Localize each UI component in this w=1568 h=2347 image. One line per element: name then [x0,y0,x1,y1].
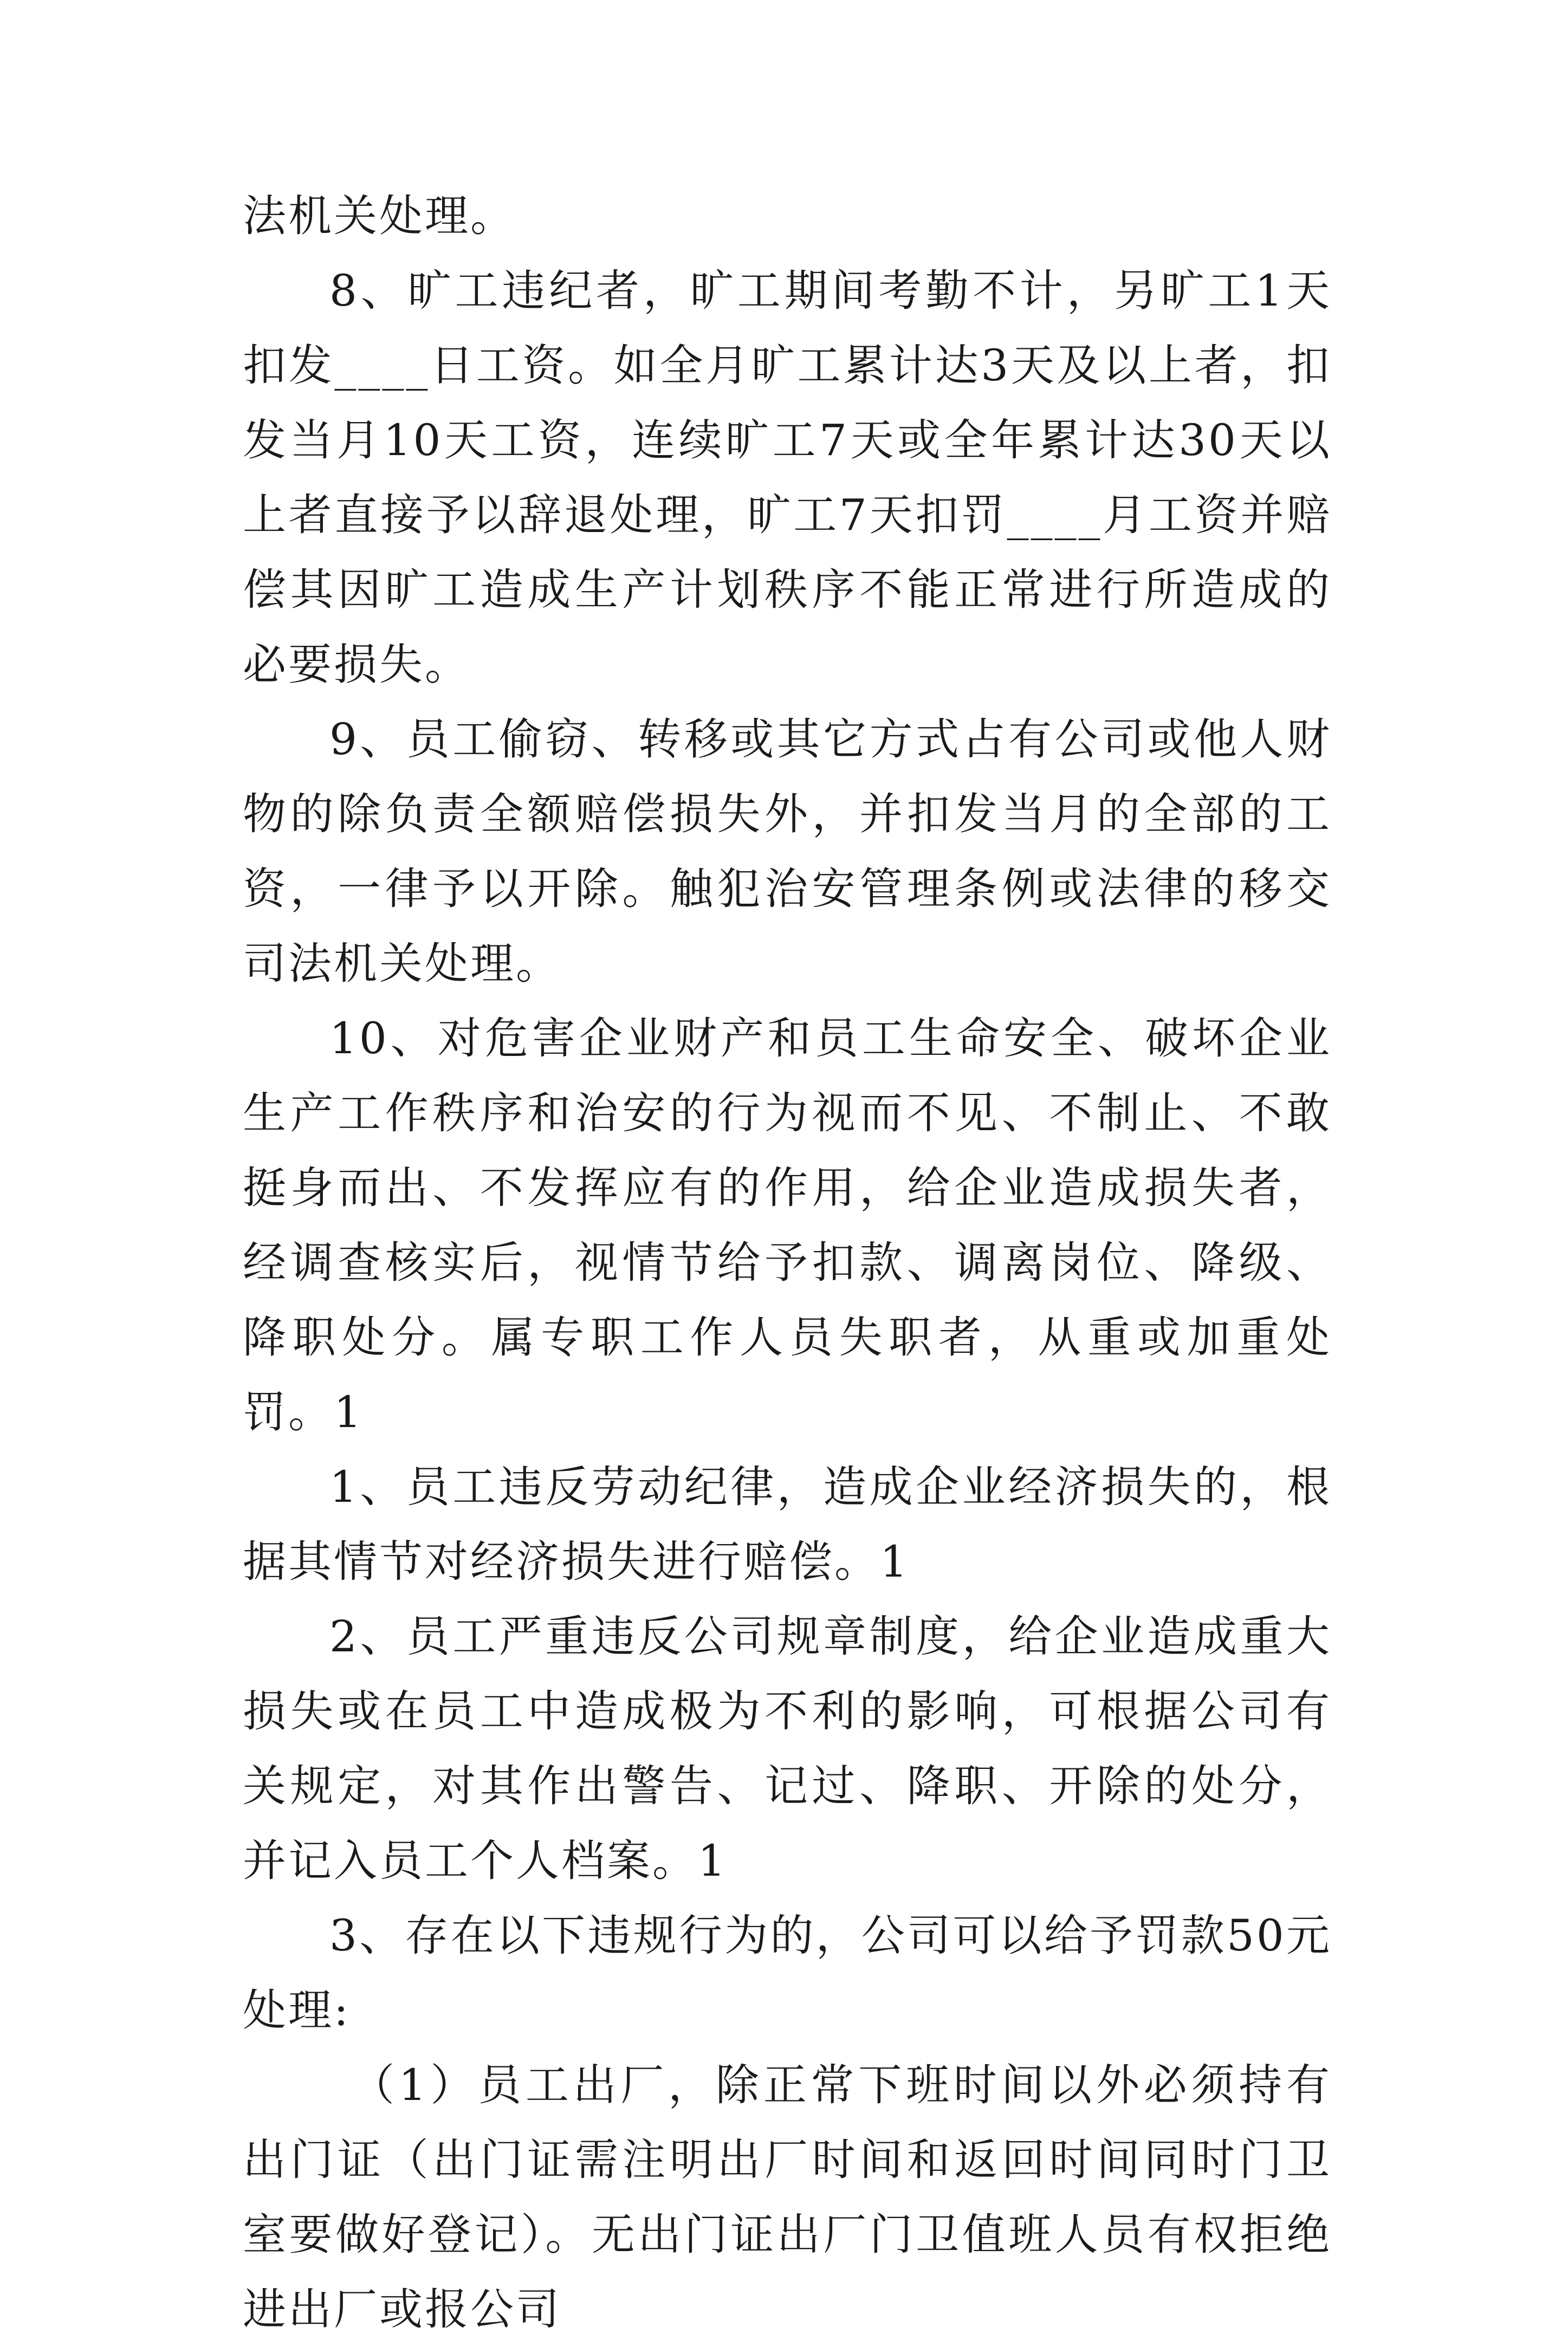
paragraph-rule-12: 2、员工严重违反公司规章制度，给企业造成重大损失或在员工中造成极为不利的影响，可根据公司有关规定，对其作出警告、记过、降职、开除的处分，并记入员工个人档案。1 [243,1611,1332,1886]
paragraph-rule-13-item-1: （1）员工出厂，除正常下班时间以外必须持有出门证（出门证需注明出厂时间和返回时间同时门卫室要做好登记）。无出门证出厂门卫值班人员有权拒绝进出厂或报公司 [243,2060,1332,2335]
paragraph-rule-11: 1、员工违反劳动纪律，造成企业经济损失的，根据其情节对经济损失进行赔偿。1 [243,1462,1332,1587]
paragraph-rule-8: 8、旷工违纪者，旷工期间考勤不计，另旷工1天扣发____日工资。如全月旷工累计达3天及以上者，扣发当月10天工资，连续旷工7天或全年累计达30天以上者直接予以辞退处理，旷工7天扣罚____月工资并赔偿其因旷工造成生产计划秩序不能正常进行所造成的必要损失。 [243,265,1332,690]
document-body [243,179,1332,2347]
paragraph-rule-10: 10、对危害企业财产和员工生命安全、破坏企业生产工作秩序和治安的行为视而不见、不制止、不敢挺身而出、不发挥应有的作用，给企业造成损失者，经调查核实后，视情节给予扣款、调离岗位、降级、降职处分。属专职工作人员失职者，从重或加重处罚。1 [243,1013,1332,1437]
paragraph-continuation: 法机关处理。 [243,191,516,241]
paragraph-rule-13: 3、存在以下违规行为的，公司可以给予罚款50元处理: [243,1910,1332,2035]
paragraph-rule-9: 9、员工偷窃、转移或其它方式占有公司或他人财物的除负责全额赔偿损失外，并扣发当月的全部的工资，一律予以开除。触犯治安管理条例或法律的移交司法机关处理。 [243,714,1332,989]
